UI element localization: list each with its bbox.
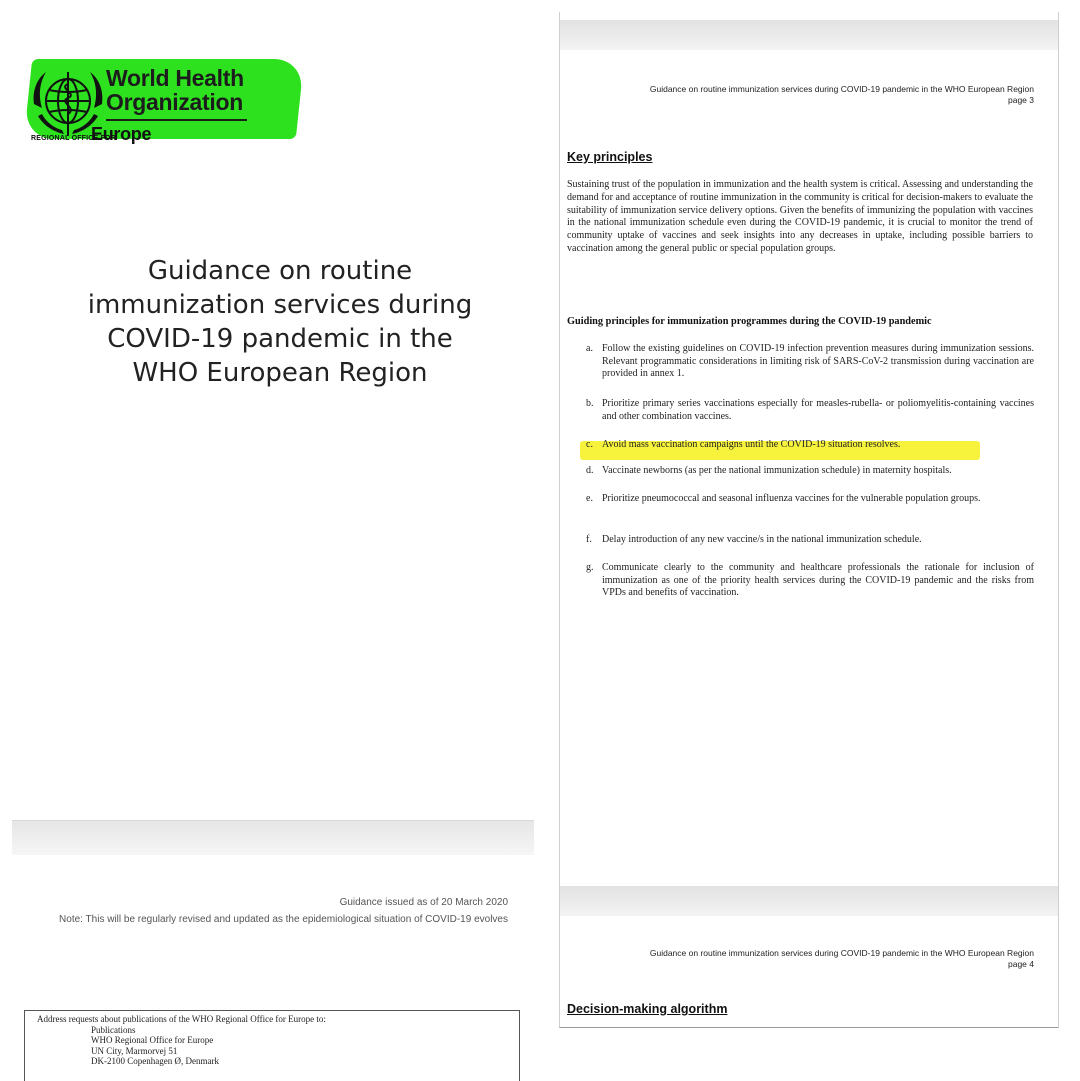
title-line: WHO European Region bbox=[132, 358, 428, 388]
principle-item bbox=[586, 493, 1034, 506]
page-number: page 4 bbox=[1008, 959, 1034, 969]
title-line: immunization services during bbox=[87, 290, 473, 320]
revision-note: Note: This will be regularly revised and updated as the epidemiological situation of COVID-19 evolves bbox=[59, 914, 508, 925]
title-line: Guidance on routine bbox=[147, 256, 413, 286]
page-separator-band bbox=[560, 886, 1058, 916]
key-principles-heading: Key principles bbox=[567, 150, 653, 164]
address-line: DK-2100 Copenhagen Ø, Denmark bbox=[91, 1056, 219, 1066]
title-line: COVID-19 pandemic in the bbox=[107, 324, 453, 354]
page-3-header bbox=[650, 84, 1034, 106]
region-name: Europe bbox=[91, 124, 152, 144]
item-label: d. bbox=[586, 465, 594, 476]
document-title bbox=[52, 254, 508, 390]
decision-algorithm-heading: Decision-making algorithm bbox=[567, 1002, 728, 1016]
item-text: Avoid mass vaccination campaigns until the COVID-19 situation resolves. bbox=[602, 439, 901, 450]
page-4-header bbox=[650, 948, 1034, 970]
item-label: g. bbox=[586, 562, 594, 573]
principle-item bbox=[586, 343, 1034, 381]
item-label: e. bbox=[586, 493, 593, 504]
item-label: f. bbox=[586, 534, 592, 545]
header-title: Guidance on routine immunization services during COVID-19 pandemic in the WHO European Region bbox=[649, 84, 1034, 94]
item-text: Vaccinate newborns (as per the national immunization schedule) in maternity hospitals. bbox=[602, 465, 952, 476]
address-box bbox=[24, 1010, 520, 1081]
key-principles-paragraph: Sustaining trust of the population in immunization and the health system is critical. Assessing and understanding the demand for and acceptance of routine immunization in the community is critical for decision-makers to evaluate the suitability of immunization service delivery options. Given the benefits of immunizing the population with vaccines in the national immunization schedule even during the COVID-19 pandemic, it is crucial to monitor the trend of community uptake of vaccines and seek insights into any decreases in uptake, including possible barriers to vaccination among the general public or special population groups. bbox=[567, 179, 1033, 254]
organization-name bbox=[106, 66, 244, 114]
issued-date-text: Guidance issued as of 20 March 2020 bbox=[339, 897, 508, 908]
principle-item bbox=[586, 534, 1034, 547]
principle-item bbox=[586, 398, 1034, 423]
page-number: page 3 bbox=[1008, 95, 1034, 105]
item-text: Communicate clearly to the community and healthcare professionals the rationale for inclusion of immunization as one of the priority health services during the COVID-19 pandemic and the risks from VPDs and benefits of vaccination. bbox=[602, 562, 1034, 599]
org-name-underline bbox=[106, 119, 247, 121]
address-intro: Address requests about publications of the WHO Regional Office for Europe to: bbox=[37, 1014, 326, 1024]
regional-office-label: REGIONAL OFFICE FOR bbox=[31, 135, 116, 142]
item-text: Prioritize pneumococcal and seasonal influenza vaccines for the vulnerable population groups. bbox=[602, 493, 981, 504]
item-label: a. bbox=[586, 343, 593, 354]
right-document-page bbox=[559, 12, 1059, 1028]
item-text: Delay introduction of any new vaccine/s in the national immunization schedule. bbox=[602, 534, 922, 545]
page-separator-band bbox=[12, 820, 534, 855]
address-line: UN City, Marmorvej 51 bbox=[91, 1045, 178, 1056]
left-document-page bbox=[12, 10, 534, 1072]
principle-item bbox=[586, 465, 1034, 478]
principle-item-highlighted bbox=[586, 439, 1034, 452]
item-label: c. bbox=[586, 439, 593, 450]
page-top-band bbox=[560, 20, 1058, 50]
item-label: b. bbox=[586, 398, 594, 409]
org-name-line-1: World Health bbox=[106, 65, 244, 91]
address-line: Publications bbox=[91, 1024, 136, 1035]
guiding-principles-heading: Guiding principles for immunization programmes during the COVID-19 pandemic bbox=[567, 316, 932, 327]
org-name-line-2: Organization bbox=[106, 89, 243, 115]
address-line: WHO Regional Office for Europe bbox=[91, 1035, 214, 1045]
item-text: Prioritize primary series vaccinations especially for measles-rubella- or poliomyelitis-containing vaccines and other combination vaccines. bbox=[602, 398, 1034, 422]
item-text: Follow the existing guidelines on COVID-19 infection prevention measures during immunization sessions. Relevant programmatic considerations in limiting risk of SARS-CoV-2 transmission during vaccination are provided in annex 1. bbox=[602, 343, 1034, 380]
header-title: Guidance on routine immunization services during COVID-19 pandemic in the WHO European Region bbox=[649, 948, 1034, 958]
principle-item bbox=[586, 562, 1034, 600]
